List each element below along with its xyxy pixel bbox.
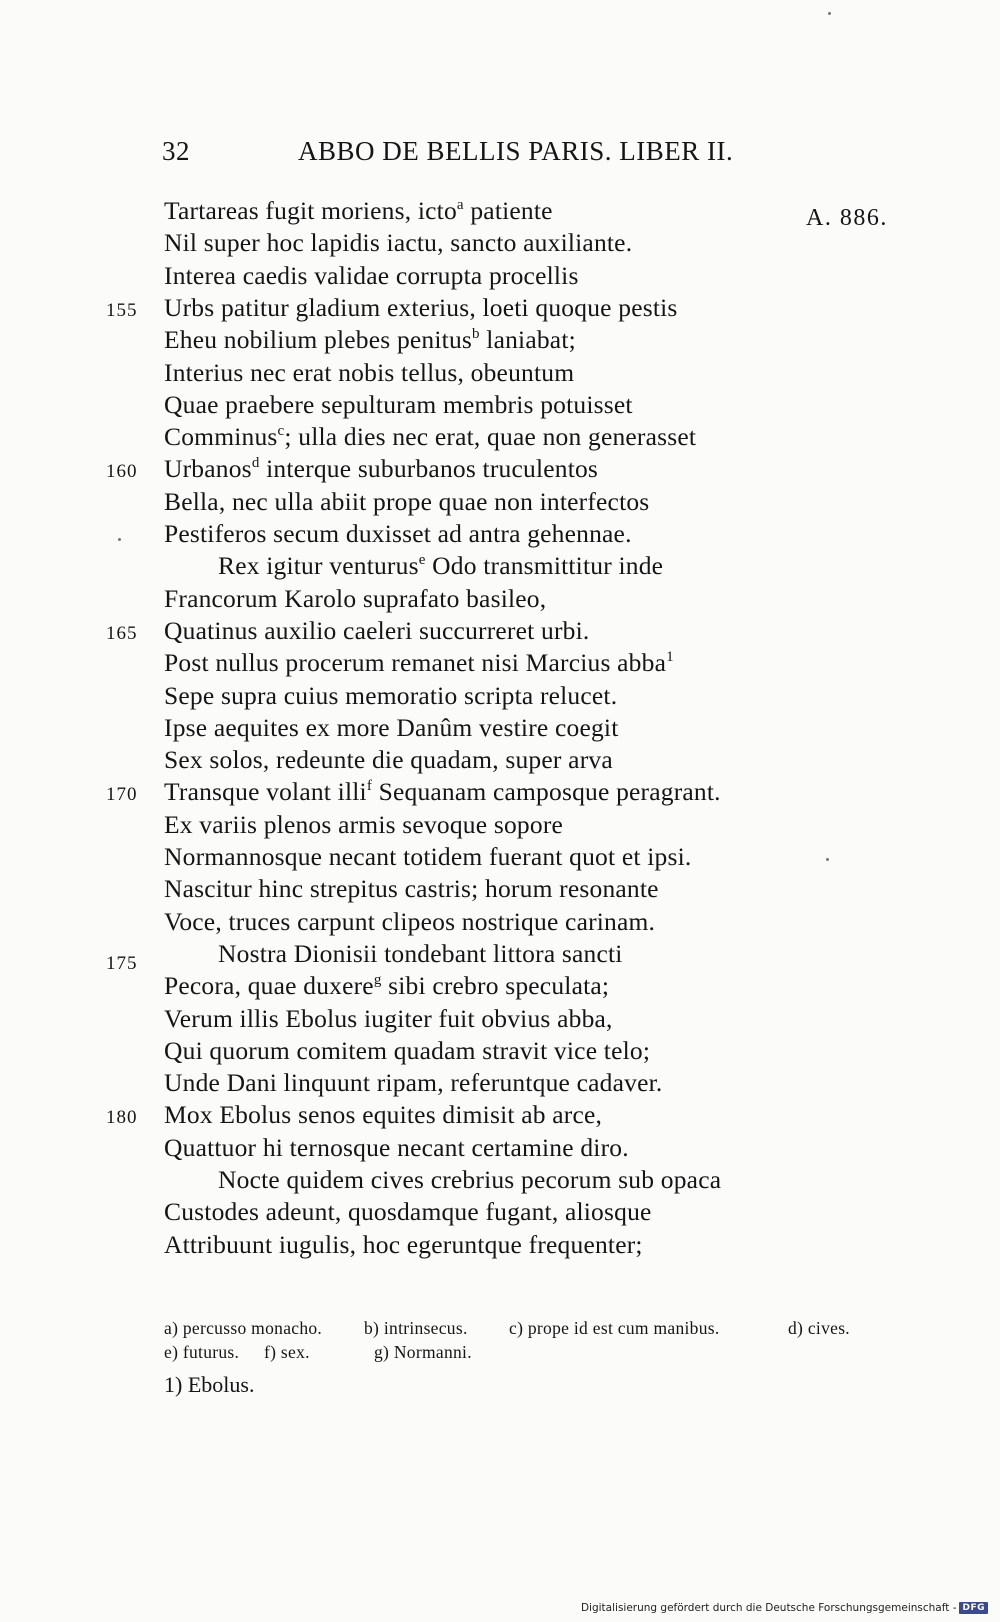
verse-text: Nil super hoc lapidis iactu, sancto auxiliante. — [164, 228, 633, 258]
verse-line — [0, 261, 1000, 294]
footnotes — [164, 1318, 904, 1366]
verse-text: Quatinus auxilio caeleri succurreret urbi. — [164, 615, 590, 645]
verse-text: Nocte quidem cives crebrius pecorum sub opaca — [218, 1165, 722, 1194]
footnote-marker: 1 — [666, 649, 674, 666]
verse-text: Sex solos, redeunte die quadam, super arva — [164, 745, 613, 775]
verse-text: Ipse aequites ex more Danûm vestire coegit — [164, 712, 619, 742]
footnote-f: f) sex. — [264, 1342, 310, 1362]
page-header — [162, 136, 762, 172]
page-number: 32 — [162, 136, 190, 166]
line-number: 160 — [106, 461, 138, 483]
verse-line — [0, 842, 1000, 875]
verse-line — [0, 1165, 1000, 1198]
verse-text: Comminus$^c$; ulla dies nec erat, quae non generasset — [164, 422, 697, 452]
verse-line — [0, 325, 1000, 358]
footnote-marker: f — [366, 778, 373, 795]
verse-text: Sepe supra cuius memoratio scripta relucet. — [164, 680, 618, 710]
running-title: ABBO DE BELLIS PARIS. LIBER II. — [298, 136, 734, 166]
footnote-a: a) percusso monacho. — [164, 1318, 323, 1338]
verse-line — [0, 584, 1000, 617]
verse-text: Tartareas fugit moriens, icto$^a$ patiente — [164, 196, 553, 225]
verse-text: Custodes adeunt, quosdamque fugant, aliosque — [164, 1197, 652, 1227]
verse-line — [0, 1004, 1000, 1037]
verse-line — [0, 1068, 1000, 1101]
verse-line — [0, 1197, 1000, 1230]
verse-text: Interea caedis validae corrupta procellis — [164, 260, 579, 290]
verse-text: Bella, nec ulla abiit prope quae non interfectos — [164, 486, 650, 516]
verse-text: Urbs patitur gladium exterius, loeti quoque pestis — [164, 292, 678, 322]
verse-line — [0, 810, 1000, 843]
verse-text: Mox Ebolus senos equites dimisit ab arce, — [164, 1100, 603, 1130]
verse-text: Transque volant illi$^f$ Sequanam camposque peragrant. — [164, 777, 721, 807]
verse-text: Nostra Dionisii tondebant littora sancti — [218, 938, 623, 968]
verse-text: Voce, truces carpunt clipeos nostrique carinam. — [164, 906, 656, 936]
verse-line — [0, 390, 1000, 423]
verse-line — [0, 745, 1000, 778]
footnote-marker: e — [418, 552, 426, 569]
verse-line — [0, 616, 1000, 649]
verse-line — [0, 1230, 1000, 1263]
verse-text: Pecora, quae duxere$^g$ sibi crebro speculata; — [164, 971, 610, 1001]
editor-footnote: 1) Ebolus. — [164, 1372, 255, 1397]
year-margin-note: A. 886. — [806, 205, 888, 231]
funding-note: Digitalisierung gefördert durch die Deutsche Forschungsgemeinschaft - — [580, 1602, 957, 1614]
verse-text: Quattuor hi ternosque necant certamine diro. — [164, 1132, 629, 1162]
footnote-row — [164, 1342, 904, 1366]
verse-line — [0, 519, 1000, 552]
verse-text: Verum illis Ebolus iugiter fuit obvius abba, — [164, 1003, 613, 1033]
line-number: 155 — [106, 299, 138, 321]
verse-text: Eheu nobilium plebes penitus$^b$ laniabat; — [164, 325, 576, 355]
footnote-c: c) prope id est cum manibus. — [509, 1318, 720, 1338]
dfg-logo: DFG — [959, 1602, 988, 1614]
verse-line — [0, 874, 1000, 907]
verse-line — [0, 422, 1000, 455]
footnote-g: g) Normanni. — [374, 1342, 472, 1362]
verse-line — [0, 777, 1000, 810]
footnote-e: e) futurus. — [164, 1342, 240, 1362]
verse-text: Francorum Karolo suprafato basileo, — [164, 583, 547, 613]
verse-line — [0, 293, 1000, 326]
verse-line — [0, 228, 1000, 261]
footnote-d: d) cives. — [788, 1318, 850, 1338]
scan-speck — [828, 12, 831, 15]
verse-text: Quae praebere sepulturam membris potuisset — [164, 389, 633, 419]
verse-line — [0, 681, 1000, 714]
verse-line — [0, 358, 1000, 391]
footnote-marker: c — [277, 423, 285, 440]
verse-text: Nascitur hinc strepitus castris; horum resonante — [164, 874, 659, 904]
footnote-b: b) intrinsecus. — [364, 1318, 468, 1338]
verse-text: Ex variis plenos armis sevoque sopore — [164, 809, 564, 839]
verse-line — [0, 1133, 1000, 1166]
footnote-row — [164, 1318, 904, 1342]
verse-text: Pestiferos secum duxisset ad antra gehennae. — [164, 519, 632, 548]
verse-text: Interius nec erat nobis tellus, obeuntum — [164, 357, 575, 387]
footnote-marker: a — [456, 197, 464, 213]
line-number: 180 — [106, 1107, 138, 1129]
verse-text: Unde Dani linquunt ripam, referuntque cadaver. — [164, 1068, 663, 1098]
footnote-marker: b — [472, 326, 480, 343]
line-number: 165 — [106, 622, 138, 644]
verse-line — [0, 454, 1000, 487]
verse-line — [0, 939, 1000, 972]
funding-credit — [581, 1600, 988, 1616]
verse-line — [0, 1100, 1000, 1133]
verse-line — [0, 196, 1000, 229]
verse-line — [0, 648, 1000, 681]
verse-text: Normannosque necant totidem fuerant quot et ipsi. — [164, 842, 692, 871]
scan-speck — [118, 538, 121, 541]
verse-text: Urbanos$^d$ interque suburbanos truculentos — [164, 454, 599, 484]
verse-text: Qui quorum comitem quadam stravit vice telo; — [164, 1035, 651, 1065]
verse-line — [0, 551, 1000, 584]
verse-line — [0, 907, 1000, 940]
line-number: 170 — [106, 784, 138, 806]
verse-line — [0, 487, 1000, 520]
line-number: 175 — [106, 952, 138, 974]
footnote-marker: g — [373, 972, 382, 989]
verse-line — [0, 971, 1000, 1004]
verse-text: Attribuunt iugulis, hoc egeruntque frequenter; — [164, 1229, 643, 1259]
scan-speck — [826, 858, 829, 861]
verse-text: Post nullus procerum remanet nisi Marcius abba$^1$ — [164, 648, 674, 678]
footnote-marker: d — [251, 455, 260, 472]
verse-text: Rex igitur venturus$^e$ Odo transmittitur inde — [218, 551, 664, 581]
verse-line — [0, 713, 1000, 746]
verse-line — [0, 1036, 1000, 1069]
